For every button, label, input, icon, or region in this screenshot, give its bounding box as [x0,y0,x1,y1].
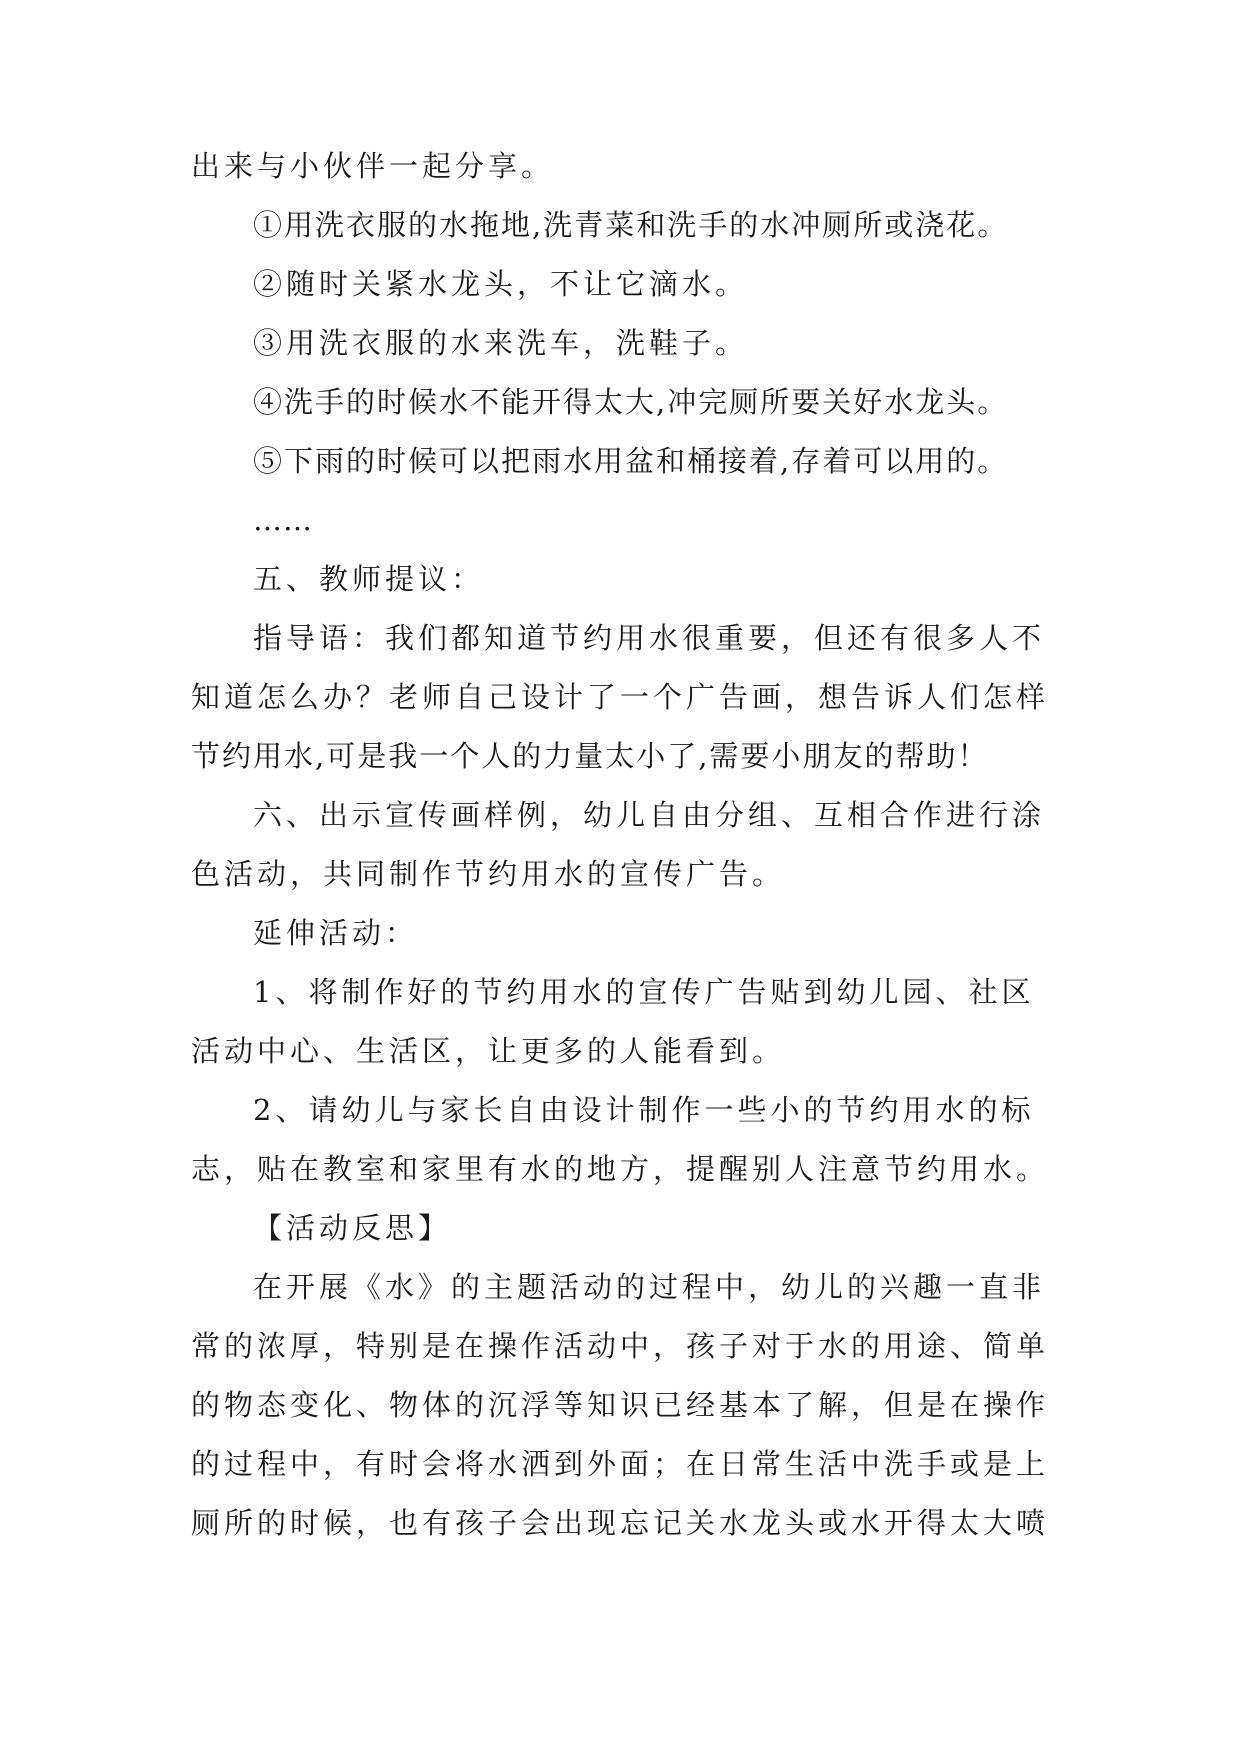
text-line: ③用洗衣服的水来洗车，洗鞋子。 [253,326,749,360]
text-line: 志，贴在教室和家里有水的地方，提醒别人注意节约用水。 [191,1152,1050,1186]
text-line: 的物态变化、物体的沉浮等知识已经基本了解，但是在操作 [191,1388,1050,1422]
text-line: ⑤下雨的时候可以把雨水用盆和桶接着,存着可以用的。 [253,444,1009,478]
text-line: ②随时关紧水龙头，不让它滴水。 [253,267,749,301]
text-line: 指导语：我们都知道节约用水很重要，但还有很多人不 [253,621,1046,655]
text-line: 厕所的时候，也有孩子会出现忘记关水龙头或水开得太大喷 [191,1506,1050,1540]
text-line: 在开展《水》的主题活动的过程中，幼儿的兴趣一直非 [253,1270,1046,1304]
text-line: 出来与小伙伴一起分享。 [191,149,555,183]
text-line: 活动中心、生活区，让更多的人能看到。 [191,1034,786,1068]
text-line: 1、将制作好的节约用水的宣传广告贴到幼儿园、社区 [253,975,1035,1009]
text-line: ④洗手的时候水不能开得太大,冲完厕所要关好水龙头。 [253,385,1009,419]
text-line: 的过程中，有时会将水洒到外面；在日常生活中洗手或是上 [191,1447,1050,1481]
text-line: 常的浓厚，特别是在操作活动中，孩子对于水的用途、简单 [191,1329,1050,1363]
text-line: 色活动，共同制作节约用水的宣传广告。 [191,857,786,891]
section-heading: 五、教师提议： [253,562,485,596]
section-heading: 延伸活动： [253,916,419,950]
text-line: ①用洗衣服的水拖地,洗青菜和洗手的水冲厕所或浇花。 [253,208,1009,242]
ellipsis-line: …… [253,503,313,537]
text-line: 2、请幼儿与家长自由设计制作一些小的节约用水的标 [253,1093,1035,1127]
section-heading: 【活动反思】 [253,1211,452,1245]
section-heading: 六、出示宣传画样例，幼儿自由分组、互相合作进行涂 [253,798,1046,832]
text-line: 节约用水,可是我一个人的力量太小了,需要小朋友的帮助！ [191,739,989,773]
text-line: 知道怎么办？老师自己设计了一个广告画，想告诉人们怎样 [191,680,1050,714]
